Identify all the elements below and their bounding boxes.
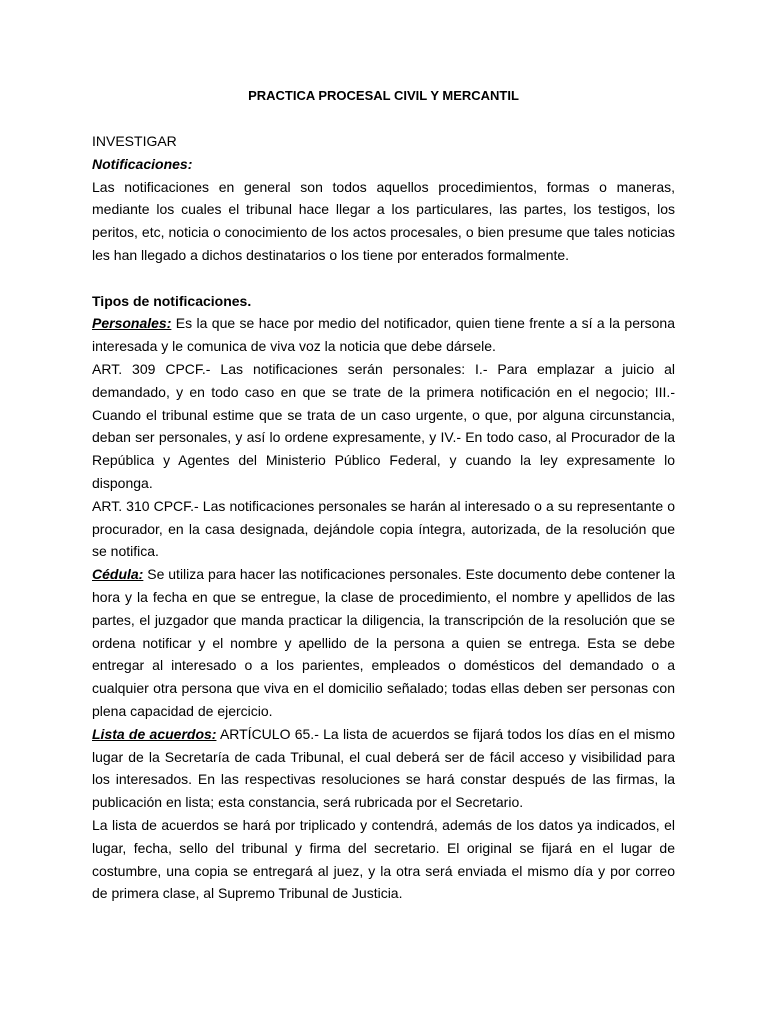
art-310-paragraph: ART. 310 CPCF.- Las notificaciones personales se harán al interesado o a su representante o procurador, en la casa designada, dejándole copia íntegra, autorizada, de la resolución que se notifica. bbox=[92, 497, 675, 560]
lista-text: ARTÍCULO 65.- La lista de acuerdos se fijará todos los días en el mismo lugar de la Secretaría de cada Tribunal, el cual deberá ser de fácil acceso y visibilidad para los interesados. En las respectivas resoluciones se hará constar después de las firmas, la publicación en lista; esta constancia, será rubricada por el Secretario. bbox=[92, 725, 676, 811]
investigar-label: INVESTIGAR bbox=[92, 133, 177, 149]
lista-paragraph bbox=[92, 723, 675, 814]
cedula-text: Se utiliza para hacer las notificaciones personales. Este documento debe contener la hora y la fecha en que se entregue, la clase de procedimiento, el nombre y apellidos de las partes, el juzgador que manda practicar la diligencia, la transcripción de la resolución que se ordena notificar y el nombre y apellido de la persona a quien se entrega. Esta se debe entregar al interesado o a los parientes, empleados o domésticos del demandado o a cualquier otra persona que viva en el domicilio señalado; todas ellas deben ser personas con plena capacidad de ejercicio. bbox=[92, 566, 675, 719]
document-title: PRACTICA PROCESAL CIVIL Y MERCANTIL bbox=[248, 88, 519, 103]
notificaciones-heading: Notificaciones: bbox=[92, 155, 193, 172]
art-309-paragraph: ART. 309 CPCF.- Las notificaciones serán personales: I.- Para emplazar a juicio al demandado, y en todo caso en que se trate de la primera notificación en el negocio; III.- Cuando el tribunal estime que se trata de un caso urgente, o que, por alguna circunstancia, deban ser personales, y así lo ordene expresamente, y IV.- En todo caso, al Procurador de la República y Agentes del Ministerio Público Federal, y cuando la ley expresamente lo disponga. bbox=[92, 360, 675, 491]
document-page bbox=[92, 86, 675, 905]
notificaciones-paragraph: Las notificaciones en general son todos aquellos procedimientos, formas o maneras, mediante los cuales el tribunal hace llegar a los particulares, las partes, los testigos, los peritos, etc, noticia o conocimiento de los actos procesales, o bien presume que tales noticias les han llegado a dichos destinatarios o los tiene por enterados formalmente. bbox=[92, 178, 675, 263]
tipos-heading: Tipos de notificaciones. bbox=[92, 292, 252, 309]
lista-label: Lista de acuerdos: bbox=[92, 725, 217, 742]
cedula-paragraph bbox=[92, 563, 675, 723]
cedula-label: Cédula: bbox=[92, 566, 144, 583]
personales-paragraph bbox=[92, 312, 675, 358]
lista-paragraph-2: La lista de acuerdos se hará por triplicado y contendrá, además de los datos ya indicados, el lugar, fecha, sello del tribunal y firma del secretario. El original se fijará en el lugar de costumbre, una copia se entregará al juez, y la otra será enviada el mismo día y por correo de primera clase, al Supremo Tribunal de Justicia. bbox=[92, 816, 675, 902]
blank-line bbox=[92, 267, 675, 290]
personales-label: Personales: bbox=[92, 315, 172, 332]
personales-text: Es la que se hace por medio del notificador, quien tiene frente a sí a la persona interesada y le comunica de viva voz la noticia que debe dársele. bbox=[92, 315, 675, 355]
